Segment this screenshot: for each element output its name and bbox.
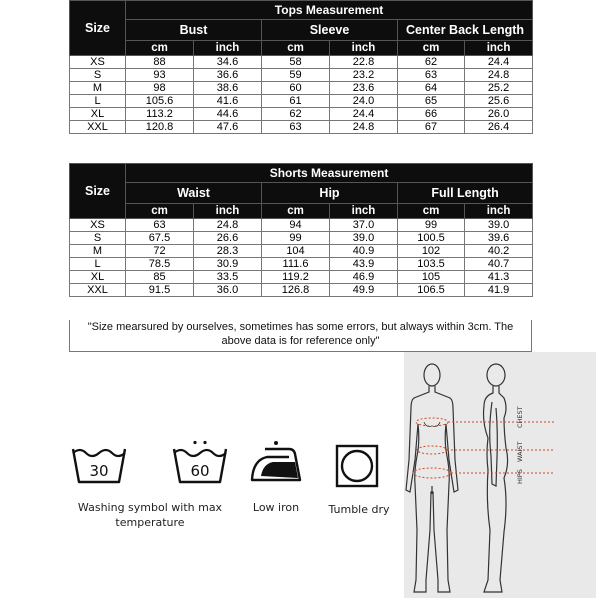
table-row [70,56,533,69]
table-cell: 64 [398,82,465,95]
table-cell: 44.6 [194,108,262,121]
tops-unit-header: cm [262,41,330,56]
shorts-unit-header: cm [262,204,330,219]
shorts-group-waist: Waist [126,183,262,204]
size-cell: L [70,95,126,108]
table-cell: 39.0 [330,232,398,245]
table-row [70,284,533,297]
wash-30-icon [70,444,128,486]
table-cell: 36.0 [194,284,262,297]
washing-symbol-label [74,500,226,530]
low-iron-icon [249,440,303,486]
table-cell: 103.5 [398,258,465,271]
table-cell: 113.2 [126,108,194,121]
tops-table-title: Tops Measurement [126,1,533,20]
washing-label-line: temperature [115,516,185,529]
table-cell: 63 [262,121,330,134]
shorts-unit-header: inch [465,204,533,219]
size-cell: S [70,69,126,82]
table-cell: 26.6 [194,232,262,245]
table-cell: 24.8 [330,121,398,134]
table-row [70,271,533,284]
table-cell: 99 [398,219,465,232]
table-cell: 24.4 [330,108,398,121]
tops-group-bust: Bust [126,20,262,41]
tops-unit-header: inch [194,41,262,56]
table-cell: 43.9 [330,258,398,271]
table-cell: 24.8 [465,69,533,82]
shorts-unit-header: inch [330,204,398,219]
size-cell: XL [70,108,126,121]
table-cell: 91.5 [126,284,194,297]
table-cell: 99 [262,232,330,245]
table-cell: 85 [126,271,194,284]
table-cell: 23.6 [330,82,398,95]
shorts-size-header: Size [70,164,126,219]
tops-group-center-back-length: Center Back Length [398,20,533,41]
table-cell: 63 [398,69,465,82]
tops-unit-header: cm [126,41,194,56]
table-cell: 25.2 [465,82,533,95]
waist-label: WAIST [516,441,524,462]
table-cell: 25.6 [465,95,533,108]
table-cell: 126.8 [262,284,330,297]
size-cell: XS [70,219,126,232]
table-cell: 24.4 [465,56,533,69]
chest-label: CHEST [516,406,524,428]
table-cell: 119.2 [262,271,330,284]
table-cell: 38.6 [194,82,262,95]
table-cell: 26.4 [465,121,533,134]
table-cell: 23.2 [330,69,398,82]
tops-unit-header: inch [330,41,398,56]
table-row [70,82,533,95]
table-row [70,95,533,108]
wash-30-value: 30 [89,462,109,480]
size-cell: S [70,232,126,245]
table-cell: 24.0 [330,95,398,108]
table-row [70,69,533,82]
shorts-unit-header: cm [398,204,465,219]
table-cell: 63 [126,219,194,232]
size-cell: XXL [70,284,126,297]
table-cell: 67 [398,121,465,134]
size-cell: M [70,245,126,258]
tops-measurement-table [69,0,533,134]
table-cell: 34.6 [194,56,262,69]
table-cell: 60 [262,82,330,95]
tops-group-sleeve: Sleeve [262,20,398,41]
table-cell: 40.7 [465,258,533,271]
body-figures [404,352,596,598]
note-line: "Size mearsured by ourselves, sometimes has some errors, but always within 3cm. The [87,321,514,333]
note-line: above data is for reference only" [221,335,380,347]
table-cell: 65 [398,95,465,108]
table-cell: 46.9 [330,271,398,284]
size-cell: XS [70,56,126,69]
table-cell: 40.9 [330,245,398,258]
body-measurement-diagram [404,352,596,598]
table-cell: 39.0 [465,219,533,232]
measurement-labels [516,406,524,484]
table-cell: 88 [126,56,194,69]
shorts-group-full-length: Full Length [398,183,533,204]
table-cell: 105.6 [126,95,194,108]
table-cell: 41.3 [465,271,533,284]
size-cell: M [70,82,126,95]
table-cell: 66 [398,108,465,121]
low-iron-label: Low iron [252,501,300,514]
table-cell: 26.0 [465,108,533,121]
table-cell: 37.0 [330,219,398,232]
table-row [70,219,533,232]
table-cell: 98 [126,82,194,95]
table-cell: 58 [262,56,330,69]
table-cell: 59 [262,69,330,82]
tops-unit-header: inch [465,41,533,56]
table-cell: 94 [262,219,330,232]
table-row [70,108,533,121]
table-cell: 62 [398,56,465,69]
size-cell: L [70,258,126,271]
table-cell: 106.5 [398,284,465,297]
measurement-note [69,320,532,352]
table-cell: 105 [398,271,465,284]
table-cell: 72 [126,245,194,258]
size-cell: XL [70,271,126,284]
side-body-figure [484,364,508,592]
table-row [70,258,533,271]
shorts-group-hip: Hip [262,183,398,204]
table-cell: 22.8 [330,56,398,69]
table-row [70,245,533,258]
table-cell: 41.6 [194,95,262,108]
wash-60-icon [171,440,229,486]
wash-60-value: 60 [190,462,210,480]
table-cell: 39.6 [465,232,533,245]
table-cell: 93 [126,69,194,82]
table-cell: 67.5 [126,232,194,245]
table-cell: 36.6 [194,69,262,82]
size-cell: XXL [70,121,126,134]
table-cell: 41.9 [465,284,533,297]
table-cell: 49.9 [330,284,398,297]
tumble-dry-icon [335,444,379,488]
shorts-unit-header: cm [126,204,194,219]
tops-unit-header: cm [398,41,465,56]
table-cell: 61 [262,95,330,108]
table-cell: 104 [262,245,330,258]
shorts-measurement-table [69,163,533,297]
table-cell: 62 [262,108,330,121]
table-cell: 28.3 [194,245,262,258]
table-cell: 102 [398,245,465,258]
tops-size-header: Size [70,1,126,56]
hips-label: HIPS [516,469,524,484]
table-cell: 24.8 [194,219,262,232]
tumble-dry-label: Tumble dry [328,503,390,516]
table-cell: 47.6 [194,121,262,134]
table-cell: 120.8 [126,121,194,134]
table-row [70,232,533,245]
table-row [70,121,533,134]
shorts-table-title: Shorts Measurement [126,164,533,183]
table-cell: 111.6 [262,258,330,271]
shorts-unit-header: inch [194,204,262,219]
table-cell: 33.5 [194,271,262,284]
table-cell: 100.5 [398,232,465,245]
measurement-lines [413,418,554,478]
table-cell: 40.2 [465,245,533,258]
table-cell: 78.5 [126,258,194,271]
table-cell: 30.9 [194,258,262,271]
washing-label-line: Washing symbol with max [77,501,223,514]
